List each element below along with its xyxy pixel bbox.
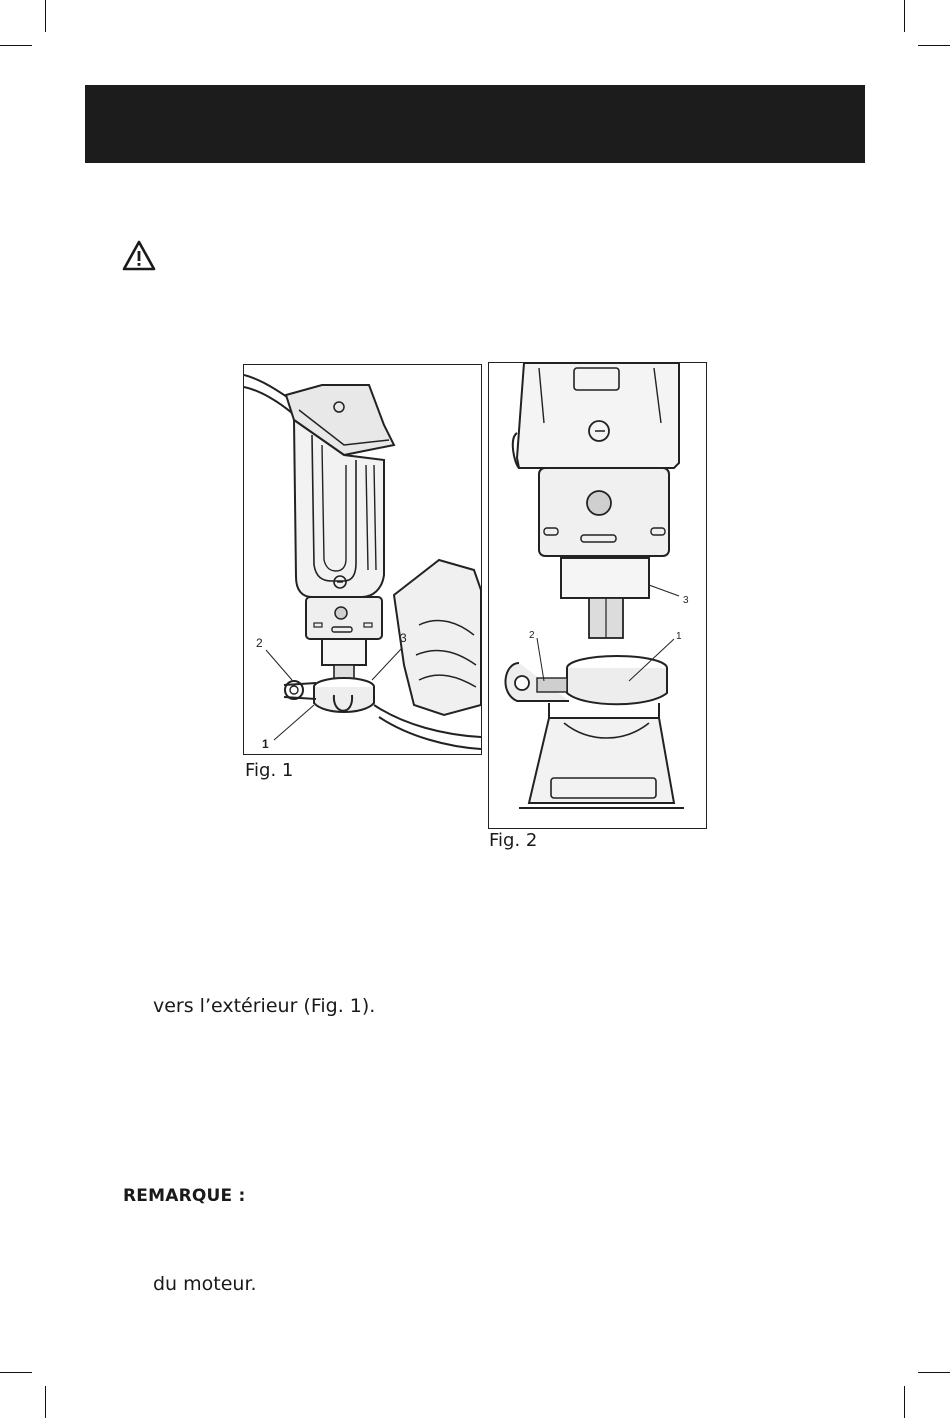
callout-2: 2 [529, 630, 535, 641]
callout-3: 3 [683, 595, 689, 606]
callout-2: 2 [256, 636, 263, 650]
figure-1-illustration [243, 364, 482, 755]
crop-mark [904, 0, 905, 32]
callout-3: 3 [400, 631, 407, 645]
figure-2-illustration [488, 362, 707, 829]
note-label: REMARQUE : [123, 1186, 246, 1206]
crop-mark [45, 1386, 46, 1418]
callout-1: 1 [262, 737, 269, 751]
warning-triangle-icon [122, 240, 156, 272]
figure-1-caption: Fig. 1 [245, 760, 294, 781]
header-bar [85, 85, 865, 163]
instruction-text: du moteur. [153, 1273, 257, 1295]
crop-mark [904, 1386, 905, 1418]
crop-mark [0, 1372, 32, 1373]
crop-mark [918, 45, 950, 46]
figure-2-caption: Fig. 2 [489, 830, 538, 851]
instruction-text: vers l’extérieur (Fig. 1). [153, 995, 376, 1017]
crop-mark [918, 1372, 950, 1373]
crop-mark [45, 0, 46, 32]
callout-1: 1 [676, 631, 682, 642]
crop-mark [0, 45, 32, 46]
